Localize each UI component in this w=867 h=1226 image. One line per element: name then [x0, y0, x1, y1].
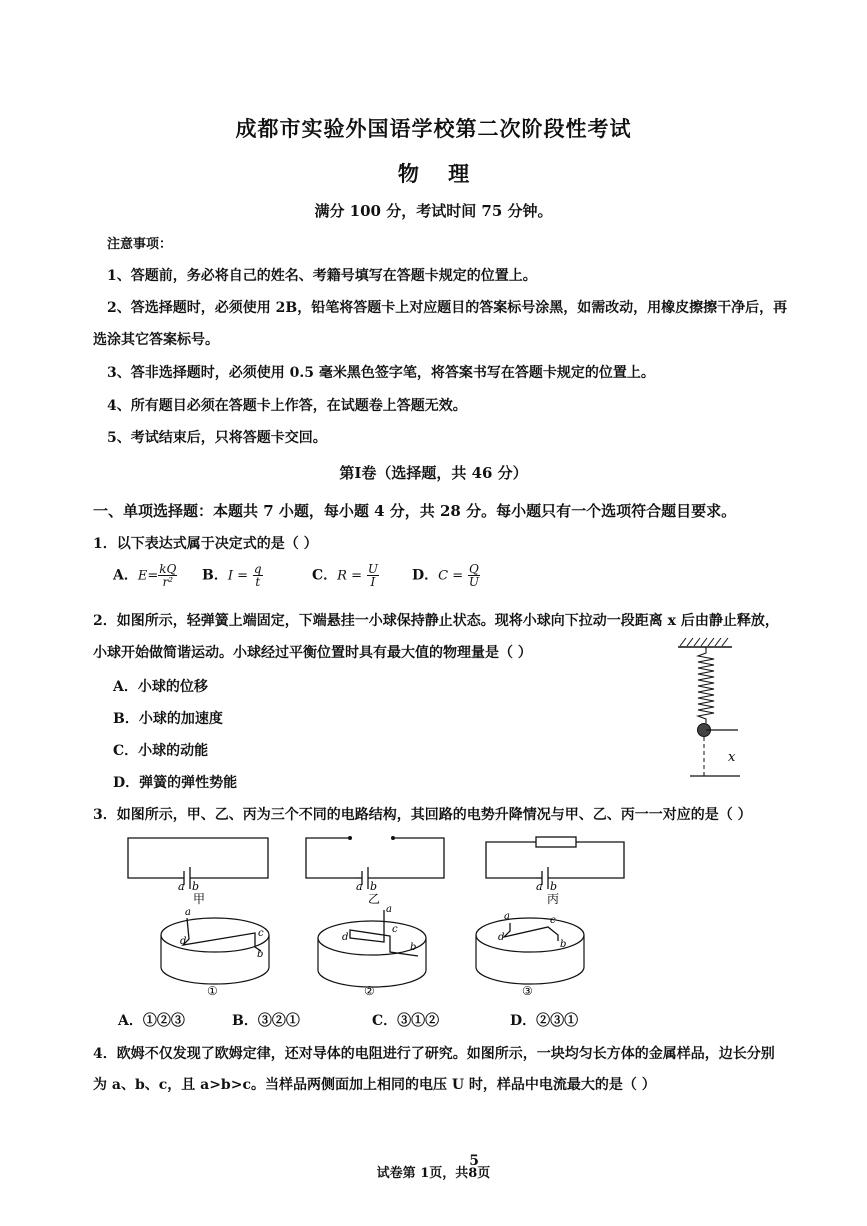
question-3-option-d: D．②③①: [510, 1013, 579, 1029]
svg-text:a: a: [386, 904, 392, 915]
question-1-option-b: B．I = $\frac{q}{t}$: [202, 562, 262, 589]
question-1-option-c: C．R = $\frac{U}{I}$: [312, 562, 378, 589]
cylinder-diagram-1: [155, 905, 285, 1000]
question-2-line-2: 小球开始做简谐运动。小球经过平衡位置时具有最大值的物理量是（ ）: [93, 645, 532, 661]
terminal-a-label: a: [356, 880, 363, 893]
circuit-yi: [298, 835, 458, 905]
question-1-option-a: A．E= $\frac{kQ}{\text{r²}}$: [113, 562, 177, 589]
question-1-stem: 1．以下表达式属于决定式的是（ ）: [93, 536, 318, 552]
notice-heading: 注意事项：: [107, 237, 173, 252]
terminal-a-label: a: [536, 880, 543, 893]
section-heading: 第Ⅰ卷（选择题，共 46 分）: [339, 464, 528, 482]
terminal-b-label: b: [550, 880, 558, 893]
svg-text:a: a: [185, 907, 191, 918]
question-2-option-c: C．小球的动能: [113, 743, 209, 759]
notice-item: 4、所有题目必须在答题卡上作答，在试题卷上答题无效。: [107, 398, 467, 414]
svg-text:c: c: [258, 928, 264, 939]
svg-text:a: a: [504, 911, 510, 922]
terminal-a-label: a: [178, 880, 185, 893]
svg-text:c: c: [550, 915, 556, 926]
notice-item: 5、考试结束后，只将答题卡交回。: [107, 430, 327, 446]
circuit-label: 乙: [368, 892, 381, 905]
question-2-option-a: A．小球的位移: [113, 679, 208, 695]
question-3-option-c: C．③①②: [372, 1013, 440, 1029]
resistor: [536, 837, 576, 847]
handwritten-digit: 5: [469, 1153, 479, 1169]
displacement-label: x: [728, 750, 736, 765]
question-4-line-1: 4．欧姆不仅发现了欧姆定律，还对导体的电阻进行了研究。如图所示，一块均匀长方体的金属样品，边长分别: [93, 1046, 775, 1062]
question-2-option-d: D．弹簧的弹性势能: [113, 775, 238, 791]
exam-info: 满分 100 分，考试时间 75 分钟。: [314, 202, 553, 220]
circuit-jia: [120, 835, 280, 905]
spring-figure: [670, 635, 750, 785]
svg-text:b: b: [410, 942, 417, 953]
circuit-bing: [478, 835, 638, 905]
terminal-b-label: b: [370, 880, 378, 893]
part-one-heading: 一、单项选择题：本题共 7 小题，每小题 4 分，共 28 分。每小题只有一个选项符合题目要求。: [93, 502, 737, 520]
cylinder-diagram-3: [470, 905, 600, 1000]
question-3-option-a: A．①②③: [118, 1013, 185, 1029]
question-2-line-1: 2．如图所示，轻弹簧上端固定，下端悬挂一小球保持静止状态。现将小球向下拉动一段距离 x 后由静止释放，: [93, 613, 779, 629]
notice-item: 2、答选择题时，必须使用 2B，铅笔将答题卡上对应题目的答案标号涂黑，如需改动，用橡皮擦擦干净后，再: [107, 300, 788, 316]
svg-text:c: c: [392, 924, 398, 935]
cylinder-label: ②: [364, 984, 375, 998]
svg-text:b: b: [257, 949, 264, 960]
page-footer: 试卷第 1页，共8 5 页: [376, 1153, 491, 1181]
question-4-line-2: 为 a、b、c，且 a>b>c。当样品两侧面加上相同的电压 U 时，样品中电流最大的是（ ）: [93, 1077, 656, 1093]
cylinder-label: ③: [522, 984, 533, 998]
notice-item: 1、答题前，务必将自己的姓名、考籍号填写在答题卡规定的位置上。: [107, 268, 537, 284]
svg-text:b: b: [560, 939, 567, 950]
cylinder-label: ①: [207, 984, 218, 998]
notice-item: 3、答非选择题时，必须使用 0.5 毫米黑色签字笔，将答案书写在答题卡规定的位置上。: [107, 365, 655, 381]
svg-text:d: d: [342, 932, 349, 943]
notice-item: 选涂其它答案标号。: [93, 332, 219, 348]
question-1-option-d: D．C = $\frac{Q}{U}$: [412, 562, 479, 589]
exam-title: 成都市实验外国语学校第二次阶段性考试: [235, 116, 632, 141]
circuit-label: 丙: [547, 892, 560, 905]
cylinder-diagram-2: [312, 902, 442, 1000]
svg-text:d: d: [498, 932, 505, 943]
overwritten-digit: 8: [468, 1166, 478, 1181]
question-2-option-b: B．小球的加速度: [113, 711, 223, 727]
question-3-option-b: B．③②①: [232, 1013, 300, 1029]
subject-title: 物 理: [397, 161, 470, 186]
question-3-stem: 3．如图所示，甲、乙、丙为三个不同的电路结构，其回路的电势升降情况与甲、乙、丙一一对应的是（ ）: [93, 807, 752, 823]
circuit-label: 甲: [193, 892, 206, 905]
terminal-b-label: b: [192, 880, 200, 893]
svg-text:d: d: [180, 936, 187, 947]
